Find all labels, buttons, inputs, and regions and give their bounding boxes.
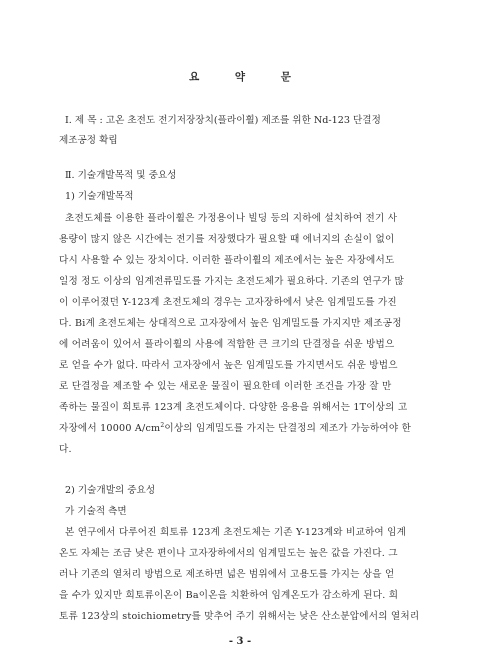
purpose-paragraph-line-with-units <box>59 423 411 435</box>
purpose-paragraph-line: 다. <box>59 444 72 455</box>
section1-title-line1: Ⅰ. 제 목 : 고온 초전도 전기저장장치(플라이휠) 제조를 위한 Nd-123 단결정 <box>65 115 381 126</box>
importance-paragraph-line: 토류 123상의 stoichiometry를 맞추어 주기 위해서는 낮은 산소분압에서의 열처리 <box>59 611 420 622</box>
purpose-paragraph-line: 다시 사용할 수 있는 장치이다. 이러한 플라이휠의 제조에서는 높은 자장에서도 <box>59 255 395 266</box>
purpose-paragraph-line: 일정 정도 이상의 임계전류밀도를 가지는 초전도체가 필요하다. 기존의 연구가 많 <box>59 276 404 287</box>
section2-heading: Ⅱ. 기술개발목적 및 중요성 <box>65 170 177 181</box>
purpose-paragraph-line: 이 이루어졌던 Y-123계 초전도체의 경우는 고자장하에서 낮은 임계밀도를 가진 <box>59 297 397 308</box>
purpose-paragraph-line: 에 어려움이 있어서 플라이휠의 사용에 적합한 큰 크기의 단결정을 쉬운 방법으 <box>59 339 395 350</box>
paragraph-text: 자장에서 10000 A/cm <box>59 423 161 434</box>
subheading-importance: 2) 기술개발의 중요성 <box>65 485 156 496</box>
purpose-paragraph-line: 족하는 물질이 희토류 123계 초전도체이다. 다양한 응용을 위해서는 1T이상의 고 <box>59 402 408 413</box>
purpose-paragraph-line: 초전도체를 이용한 플라이휠은 가정용이나 빌딩 등의 지하에 설치하여 전기 사 <box>65 213 398 224</box>
purpose-paragraph-line: 로 단결정을 제조할 수 있는 새로운 물질이 필요한데 이러한 조건을 가장 잘 만 <box>59 381 392 392</box>
page-title: 요 약 문 <box>189 71 307 83</box>
importance-paragraph-line: 을 수가 있지만 희토류이온이 Ba이온을 치환하여 임계온도가 감소하게 된다. 희 <box>59 590 399 601</box>
page-number: - 3 - <box>228 636 252 647</box>
purpose-paragraph-line: 용량이 많지 않은 시간에는 전기를 저장했다가 필요할 때 에너지의 손실이 없이 <box>59 234 395 245</box>
purpose-paragraph-line: 다. Bi계 초전도체는 상대적으로 고자장에서 높은 임계밀도를 가지지만 제조공정 <box>59 318 402 329</box>
superscript: 2 <box>160 422 165 429</box>
importance-paragraph-line: 온도 자체는 조금 낮은 편이나 고자장하에서의 임계밀도는 높은 값을 가진다. 그 <box>59 548 398 559</box>
purpose-paragraph-line: 로 얻을 수가 없다. 따라서 고자장에서 높은 임계밀도를 가지면서도 쉬운 방법으 <box>59 360 398 371</box>
subheading-purpose: 1) 기술개발목적 <box>65 191 134 202</box>
paragraph-text: 이상의 임계밀도를 가지는 단결정의 제조가 가능하여야 한 <box>164 423 412 434</box>
importance-paragraph-line: 러나 기존의 열처리 방법으로 제조하면 넓은 범위에서 고용도를 가지는 상을 얻 <box>59 569 395 580</box>
section1-title-line2: 제조공정 확립 <box>59 135 118 146</box>
importance-paragraph-line: 본 연구에서 다루어진 희토류 123계 초전도체는 기존 Y-123계와 비교하여 임계 <box>65 527 407 538</box>
subheading-technical: 가 기술적 측면 <box>65 506 127 517</box>
